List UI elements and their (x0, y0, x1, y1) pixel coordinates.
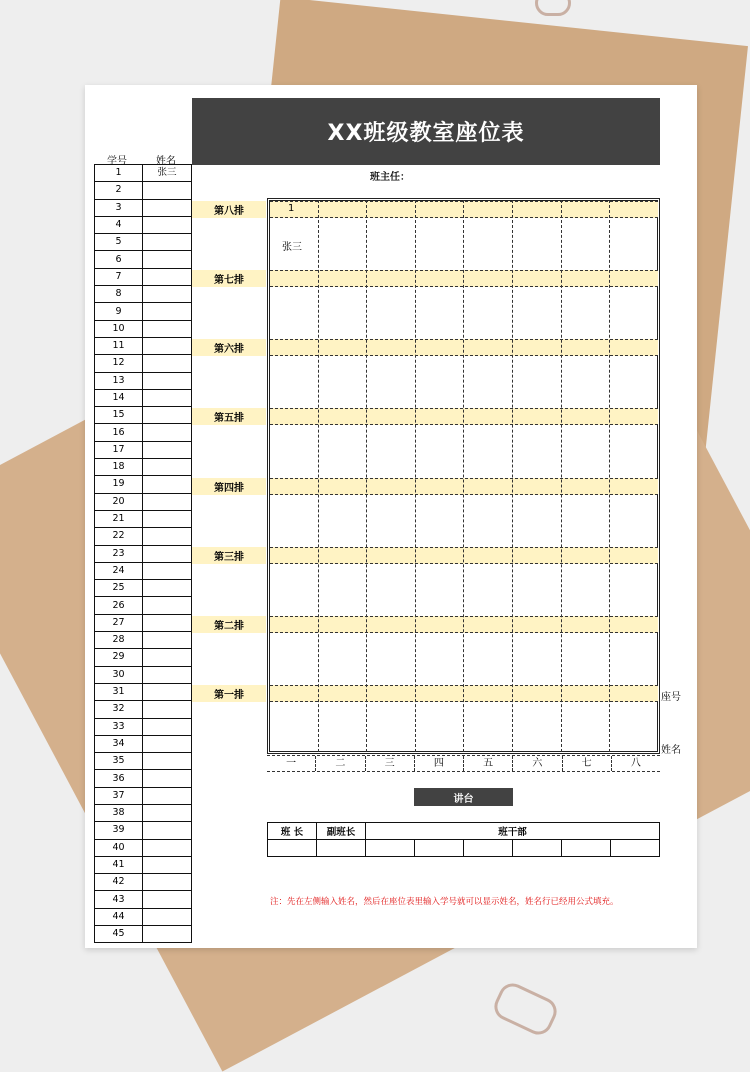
seat-divider (318, 200, 319, 752)
student-name[interactable] (143, 320, 192, 337)
teacher-label: 班主任： (370, 172, 410, 183)
officer-cell[interactable] (366, 840, 415, 857)
roster-row (95, 632, 192, 649)
student-name[interactable] (143, 493, 192, 510)
student-name[interactable] (143, 303, 192, 320)
roster-row (95, 459, 192, 476)
roster-row (95, 199, 192, 216)
roster-row (95, 856, 192, 873)
student-name[interactable] (143, 753, 192, 770)
student-number[interactable]: 44 (95, 908, 143, 925)
student-number[interactable]: 17 (95, 441, 143, 458)
student-number[interactable]: 25 (95, 580, 143, 597)
student-name[interactable] (143, 580, 192, 597)
student-name[interactable] (143, 337, 192, 354)
roster-header-number: 学号 (107, 156, 127, 167)
officer-cell[interactable] (317, 840, 366, 857)
roster-row (95, 303, 192, 320)
roster-row (95, 320, 192, 337)
student-name[interactable] (143, 372, 192, 389)
roster-header-name: 姓名 (156, 156, 176, 167)
student-number[interactable]: 26 (95, 597, 143, 614)
class-officers-label: 班干部 (366, 823, 660, 840)
roster-row (95, 545, 192, 562)
student-name[interactable] (143, 389, 192, 406)
student-name[interactable] (143, 355, 192, 372)
student-number[interactable]: 12 (95, 355, 143, 372)
row-label: 第一排 (192, 685, 266, 702)
student-name[interactable] (143, 268, 192, 285)
roster-row (95, 182, 192, 199)
roster-row (95, 165, 192, 182)
roster-row (95, 718, 192, 735)
student-number[interactable]: 15 (95, 407, 143, 424)
student-name[interactable] (143, 182, 192, 199)
student-number[interactable]: 4 (95, 216, 143, 233)
student-name[interactable] (143, 718, 192, 735)
student-name[interactable] (143, 562, 192, 579)
roster-row (95, 614, 192, 631)
row-label: 第五排 (192, 408, 266, 425)
student-name[interactable] (143, 787, 192, 804)
student-number[interactable]: 36 (95, 770, 143, 787)
officer-cell[interactable] (562, 840, 611, 857)
roster-row (95, 424, 192, 441)
student-number[interactable]: 13 (95, 372, 143, 389)
roster-row (95, 407, 192, 424)
student-number[interactable]: 7 (95, 268, 143, 285)
roster-row (95, 926, 192, 943)
roster-row (95, 649, 192, 666)
student-number[interactable]: 30 (95, 666, 143, 683)
vice-monitor-label: 副班长 (317, 823, 366, 840)
student-name[interactable] (143, 735, 192, 752)
student-name[interactable] (143, 251, 192, 268)
seat-divider (366, 200, 367, 752)
student-name[interactable] (143, 908, 192, 925)
student-name[interactable] (143, 614, 192, 631)
column-label: 六 (513, 756, 562, 771)
roster-row (95, 908, 192, 925)
roster-row (95, 891, 192, 908)
roster-row (95, 251, 192, 268)
student-name[interactable] (143, 407, 192, 424)
student-name[interactable] (143, 822, 192, 839)
column-label: 七 (563, 756, 612, 771)
student-number[interactable]: 34 (95, 735, 143, 752)
student-name[interactable] (143, 286, 192, 303)
roster-row (95, 666, 192, 683)
roster-row (95, 735, 192, 752)
row-label: 第七排 (192, 270, 266, 287)
student-number[interactable]: 10 (95, 320, 143, 337)
seat-divider (561, 200, 562, 752)
paper-clip-top (535, 0, 571, 16)
student-number[interactable]: 19 (95, 476, 143, 493)
officer-cell[interactable] (464, 840, 513, 857)
monitor-label: 班 长 (268, 823, 317, 840)
roster-row (95, 268, 192, 285)
roster-row (95, 234, 192, 251)
roster-row (95, 753, 192, 770)
student-name[interactable] (143, 424, 192, 441)
column-label: 八 (630, 758, 641, 769)
roster-row (95, 216, 192, 233)
student-name[interactable] (143, 666, 192, 683)
seat-number-label: 座号 (661, 692, 681, 703)
roster-row (95, 510, 192, 527)
student-name[interactable] (143, 649, 192, 666)
roster-row (95, 580, 192, 597)
student-number[interactable]: 5 (95, 234, 143, 251)
student-number[interactable]: 21 (95, 510, 143, 527)
row-label: 第六排 (192, 339, 266, 356)
student-number[interactable]: 2 (95, 182, 143, 199)
roster-row (95, 874, 192, 891)
roster-row (95, 770, 192, 787)
student-name[interactable] (143, 216, 192, 233)
student-name[interactable] (143, 234, 192, 251)
roster-row (95, 822, 192, 839)
column-label: 一 (267, 756, 316, 771)
paper-clip-bottom (490, 979, 561, 1039)
student-number[interactable]: 29 (95, 649, 143, 666)
seat-divider (512, 200, 513, 752)
student-number[interactable]: 33 (95, 718, 143, 735)
column-label: 五 (464, 756, 513, 771)
seat-name: 张三 (282, 242, 302, 253)
row-label: 第四排 (192, 478, 266, 495)
column-label: 四 (415, 756, 464, 771)
roster-row (95, 337, 192, 354)
roster-row (95, 493, 192, 510)
student-name[interactable]: 张三 (143, 165, 192, 182)
seat-divider (415, 200, 416, 752)
student-name[interactable] (143, 891, 192, 908)
seat-divider (609, 200, 610, 752)
roster-row (95, 476, 192, 493)
student-number[interactable]: 22 (95, 528, 143, 545)
student-name[interactable] (143, 856, 192, 873)
officer-cell[interactable] (415, 840, 464, 857)
student-name[interactable] (143, 874, 192, 891)
student-number[interactable]: 31 (95, 683, 143, 700)
roster-row (95, 286, 192, 303)
student-number[interactable]: 40 (95, 839, 143, 856)
student-name[interactable] (143, 528, 192, 545)
student-number[interactable]: 32 (95, 701, 143, 718)
roster-row (95, 372, 192, 389)
roster-row (95, 787, 192, 804)
student-name[interactable] (143, 839, 192, 856)
student-name[interactable] (143, 545, 192, 562)
instruction-note: 注：先在左侧输入姓名，然后在座位表里输入学号就可以显示姓名，姓名行已经用公式填充。 (270, 897, 619, 907)
name-row-label: 姓名 (661, 745, 681, 756)
student-number[interactable]: 24 (95, 562, 143, 579)
row-label: 第八排 (192, 201, 266, 218)
student-number[interactable]: 20 (95, 493, 143, 510)
roster-row (95, 804, 192, 821)
student-name[interactable] (143, 597, 192, 614)
student-number[interactable]: 39 (95, 822, 143, 839)
row-label: 第三排 (192, 547, 266, 564)
student-name[interactable] (143, 683, 192, 700)
student-number[interactable]: 28 (95, 632, 143, 649)
student-number[interactable]: 8 (95, 286, 143, 303)
student-name[interactable] (143, 441, 192, 458)
student-number[interactable]: 45 (95, 926, 143, 943)
roster-row (95, 441, 192, 458)
column-label: 三 (366, 756, 415, 771)
student-number[interactable]: 14 (95, 389, 143, 406)
student-number[interactable]: 38 (95, 804, 143, 821)
roster-row (95, 597, 192, 614)
page-title: XX班级教室座位表 (192, 98, 660, 165)
student-name[interactable] (143, 926, 192, 943)
student-number[interactable]: 11 (95, 337, 143, 354)
column-label: 二 (316, 756, 365, 771)
student-number[interactable]: 1 (95, 165, 143, 182)
student-name[interactable] (143, 701, 192, 718)
student-number[interactable]: 43 (95, 891, 143, 908)
roster-table (94, 164, 192, 943)
seat-number[interactable]: 1 (288, 203, 295, 214)
roster-row (95, 701, 192, 718)
student-number[interactable]: 23 (95, 545, 143, 562)
column-labels (267, 755, 660, 772)
student-number[interactable]: 9 (95, 303, 143, 320)
student-name[interactable] (143, 199, 192, 216)
officer-cell[interactable] (268, 840, 317, 857)
student-number[interactable]: 16 (95, 424, 143, 441)
student-number[interactable]: 3 (95, 199, 143, 216)
seat-divider (463, 200, 464, 752)
podium: 讲台 (414, 788, 513, 806)
student-name[interactable] (143, 510, 192, 527)
roster-row (95, 389, 192, 406)
student-number[interactable]: 27 (95, 614, 143, 631)
student-name[interactable] (143, 476, 192, 493)
student-name[interactable] (143, 804, 192, 821)
student-name[interactable] (143, 459, 192, 476)
student-name[interactable] (143, 770, 192, 787)
roster-row (95, 839, 192, 856)
student-number[interactable]: 41 (95, 856, 143, 873)
student-number[interactable]: 35 (95, 753, 143, 770)
officer-cell[interactable] (611, 840, 660, 857)
student-name[interactable] (143, 632, 192, 649)
officer-cell[interactable] (513, 840, 562, 857)
student-number[interactable]: 42 (95, 874, 143, 891)
roster-row (95, 355, 192, 372)
officers-table (267, 822, 660, 857)
row-label: 第二排 (192, 616, 266, 633)
roster-row (95, 683, 192, 700)
roster-row (95, 562, 192, 579)
student-number[interactable]: 6 (95, 251, 143, 268)
student-number[interactable]: 37 (95, 787, 143, 804)
student-number[interactable]: 18 (95, 459, 143, 476)
roster-row (95, 528, 192, 545)
